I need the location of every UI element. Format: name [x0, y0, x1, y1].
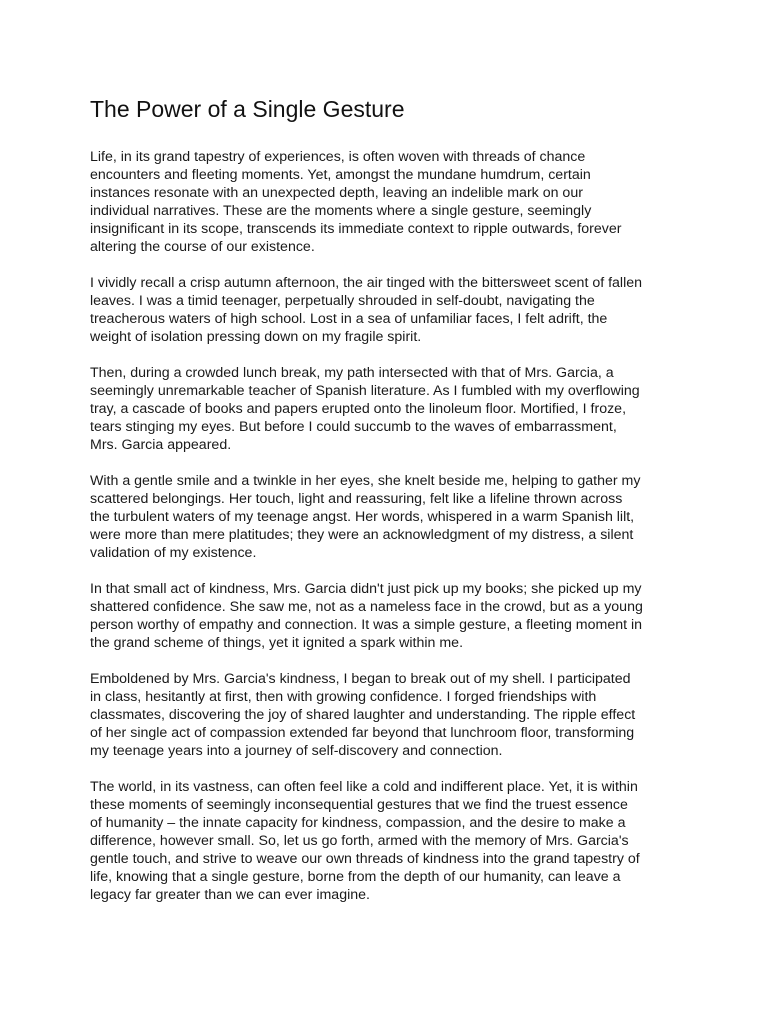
paragraph-line: tears stinging my eyes. But before I could succumb to the waves of embarrassment,	[90, 419, 617, 435]
paragraph-line: person worthy of empathy and connection. It was a simple gesture, a fleeting moment in	[90, 617, 643, 633]
paragraph-line: shattered confidence. She saw me, not as a nameless face in the crowd, but as a young	[90, 599, 643, 615]
paragraph-line: the grand scheme of things, yet it ignited a spark within me.	[90, 635, 464, 651]
paragraph-4	[90, 472, 690, 562]
document-body	[90, 148, 690, 922]
paragraph-line: insignificant in its scope, transcends its immediate context to ripple outwards, forever	[90, 221, 622, 237]
document-title: The Power of a Single Gesture	[90, 96, 405, 122]
paragraph-line: The world, in its vastness, can often feel like a cold and indifferent place. Yet, it is within	[90, 779, 638, 795]
paragraph-line: of her single act of compassion extended far beyond that lunchroom floor, transforming	[90, 725, 635, 741]
paragraph-line: leaves. I was a timid teenager, perpetually shrouded in self-doubt, navigating the	[90, 293, 595, 309]
paragraph-line: Then, during a crowded lunch break, my path intersected with that of Mrs. Garcia, a	[90, 365, 614, 381]
paragraph-line: individual narratives. These are the moments where a single gesture, seemingly	[90, 203, 592, 219]
paragraph-line: weight of isolation pressing down on my fragile spirit.	[90, 329, 422, 345]
paragraph-line: Mrs. Garcia appeared.	[90, 437, 232, 453]
paragraph-line: In that small act of kindness, Mrs. Garcia didn't just pick up my books; she picked up my	[90, 581, 642, 597]
paragraph-line: tray, a cascade of books and papers erupted onto the linoleum floor. Mortified, I froze,	[90, 401, 627, 417]
paragraph-line: my teenage years into a journey of self-discovery and connection.	[90, 743, 503, 759]
paragraph-line: legacy far greater than we can ever imagine.	[90, 887, 370, 903]
paragraph-line: the turbulent waters of my teenage angst. Her words, whispered in a warm Spanish lilt,	[90, 509, 635, 525]
paragraph-7	[90, 778, 690, 904]
paragraph-line: Emboldened by Mrs. Garcia's kindness, I began to break out of my shell. I participated	[90, 671, 631, 687]
paragraph-3	[90, 364, 690, 454]
paragraph-line: these moments of seemingly inconsequential gestures that we find the truest essence	[90, 797, 628, 813]
paragraph-line: scattered belongings. Her touch, light and reassuring, felt like a lifeline thrown across	[90, 491, 623, 507]
paragraph-line: classmates, discovering the joy of shared laughter and understanding. The ripple effect	[90, 707, 636, 723]
paragraph-line: encounters and fleeting moments. Yet, amongst the mundane humdrum, certain	[90, 167, 591, 183]
paragraph-line: of humanity – the innate capacity for kindness, compassion, and the desire to make a	[90, 815, 626, 831]
paragraph-line: in class, hesitantly at first, then with growing confidence. I forged friendships with	[90, 689, 597, 705]
paragraph-line: seemingly unremarkable teacher of Spanish literature. As I fumbled with my overflowing	[90, 383, 640, 399]
paragraph-line: altering the course of our existence.	[90, 239, 315, 255]
paragraph-line: life, knowing that a single gesture, borne from the depth of our humanity, can leave a	[90, 869, 621, 885]
paragraph-line: Life, in its grand tapestry of experiences, is often woven with threads of chance	[90, 149, 586, 165]
paragraph-5	[90, 580, 690, 652]
paragraph-1	[90, 148, 690, 256]
paragraph-line: With a gentle smile and a twinkle in her eyes, she knelt beside me, helping to gather my	[90, 473, 641, 489]
paragraph-line: instances resonate with an unexpected depth, leaving an indelible mark on our	[90, 185, 583, 201]
paragraph-line: were more than mere platitudes; they were an acknowledgment of my distress, a silent	[90, 527, 634, 543]
paragraph-2	[90, 274, 690, 346]
paragraph-6	[90, 670, 690, 760]
paragraph-line: gentle touch, and strive to weave our own threads of kindness into the grand tapestry of	[90, 851, 640, 867]
paragraph-line: difference, however small. So, let us go forth, armed with the memory of Mrs. Garcia's	[90, 833, 629, 849]
paragraph-line: I vividly recall a crisp autumn afternoon, the air tinged with the bittersweet scent of fallen	[90, 275, 643, 291]
paragraph-line: validation of my existence.	[90, 545, 257, 561]
paragraph-line: treacherous waters of high school. Lost in a sea of unfamiliar faces, I felt adrift, the	[90, 311, 608, 327]
